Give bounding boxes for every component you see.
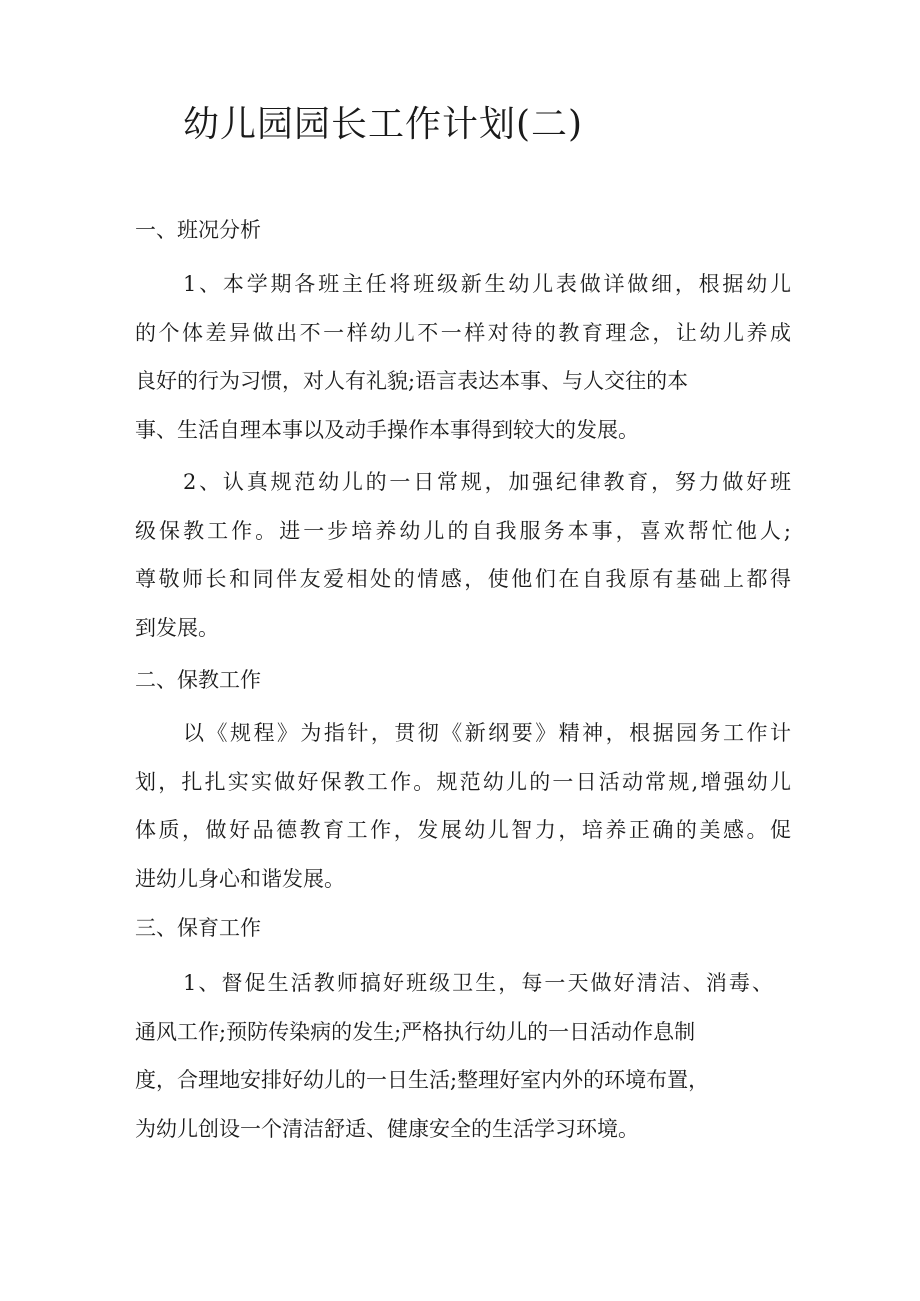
text-line: 度，合理地安排好幼儿的一日生活;整理好室内外的环境布置， — [135, 1068, 710, 1092]
text-line: 到发展。 — [135, 615, 219, 640]
text-line: 级保教工作。进一步培养幼儿的自我服务本事，喜欢帮忙他人; — [135, 518, 791, 543]
text-line: 通风工作;预防传染病的发生;严格执行幼儿的一日活动作息制 — [135, 1019, 696, 1044]
text-line: 的个体差异做出不一样幼儿不一样对待的教育理念，让幼儿养成 — [135, 320, 791, 345]
text-line: 1、本学期各班主任将班级新生幼儿表做详做细，根据幼儿 — [183, 272, 791, 296]
text-line: 划，扎扎实实做好保教工作。规范幼儿的一日活动常规,增强幼儿 — [135, 769, 791, 794]
text-line: 事、生活自理本事以及动手操作本事得到较大的发展。 — [135, 417, 639, 442]
text-line: 进幼儿身心和谐发展。 — [135, 866, 345, 891]
text-line: 1、督促生活教师搞好班级卫生，每一天做好清洁、消毒、 — [183, 971, 773, 995]
text-line: 2、认真规范幼儿的一日常规，加强纪律教育，努力做好班 — [183, 470, 791, 494]
text-line: 尊敬师长和同伴友爱相处的情感，使他们在自我原有基础上都得 — [135, 567, 791, 591]
section-1-paragraph-1 — [135, 260, 791, 454]
text-line: 良好的行为习惯，对人有礼貌;语言表达本事、与人交往的本 — [135, 369, 689, 393]
section-heading-2: 二、保教工作 — [135, 668, 261, 692]
section-heading-1: 一、班况分析 — [135, 218, 261, 242]
section-2-paragraph-1 — [135, 709, 791, 903]
document-title: 幼儿园园长工作计划(二) — [183, 104, 584, 145]
text-line: 为幼儿创设一个清洁舒适、健康安全的生活学习环境。 — [135, 1116, 639, 1141]
section-1-paragraph-2 — [135, 458, 791, 652]
section-heading-3: 三、保育工作 — [135, 916, 261, 940]
text-line: 体质，做好品德教育工作，发展幼儿智力，培养正确的美感。促 — [135, 818, 791, 842]
text-line: 以《规程》为指针，贯彻《新纲要》精神，根据园务工作计 — [183, 721, 791, 745]
section-3-paragraph-1 — [135, 959, 791, 1153]
